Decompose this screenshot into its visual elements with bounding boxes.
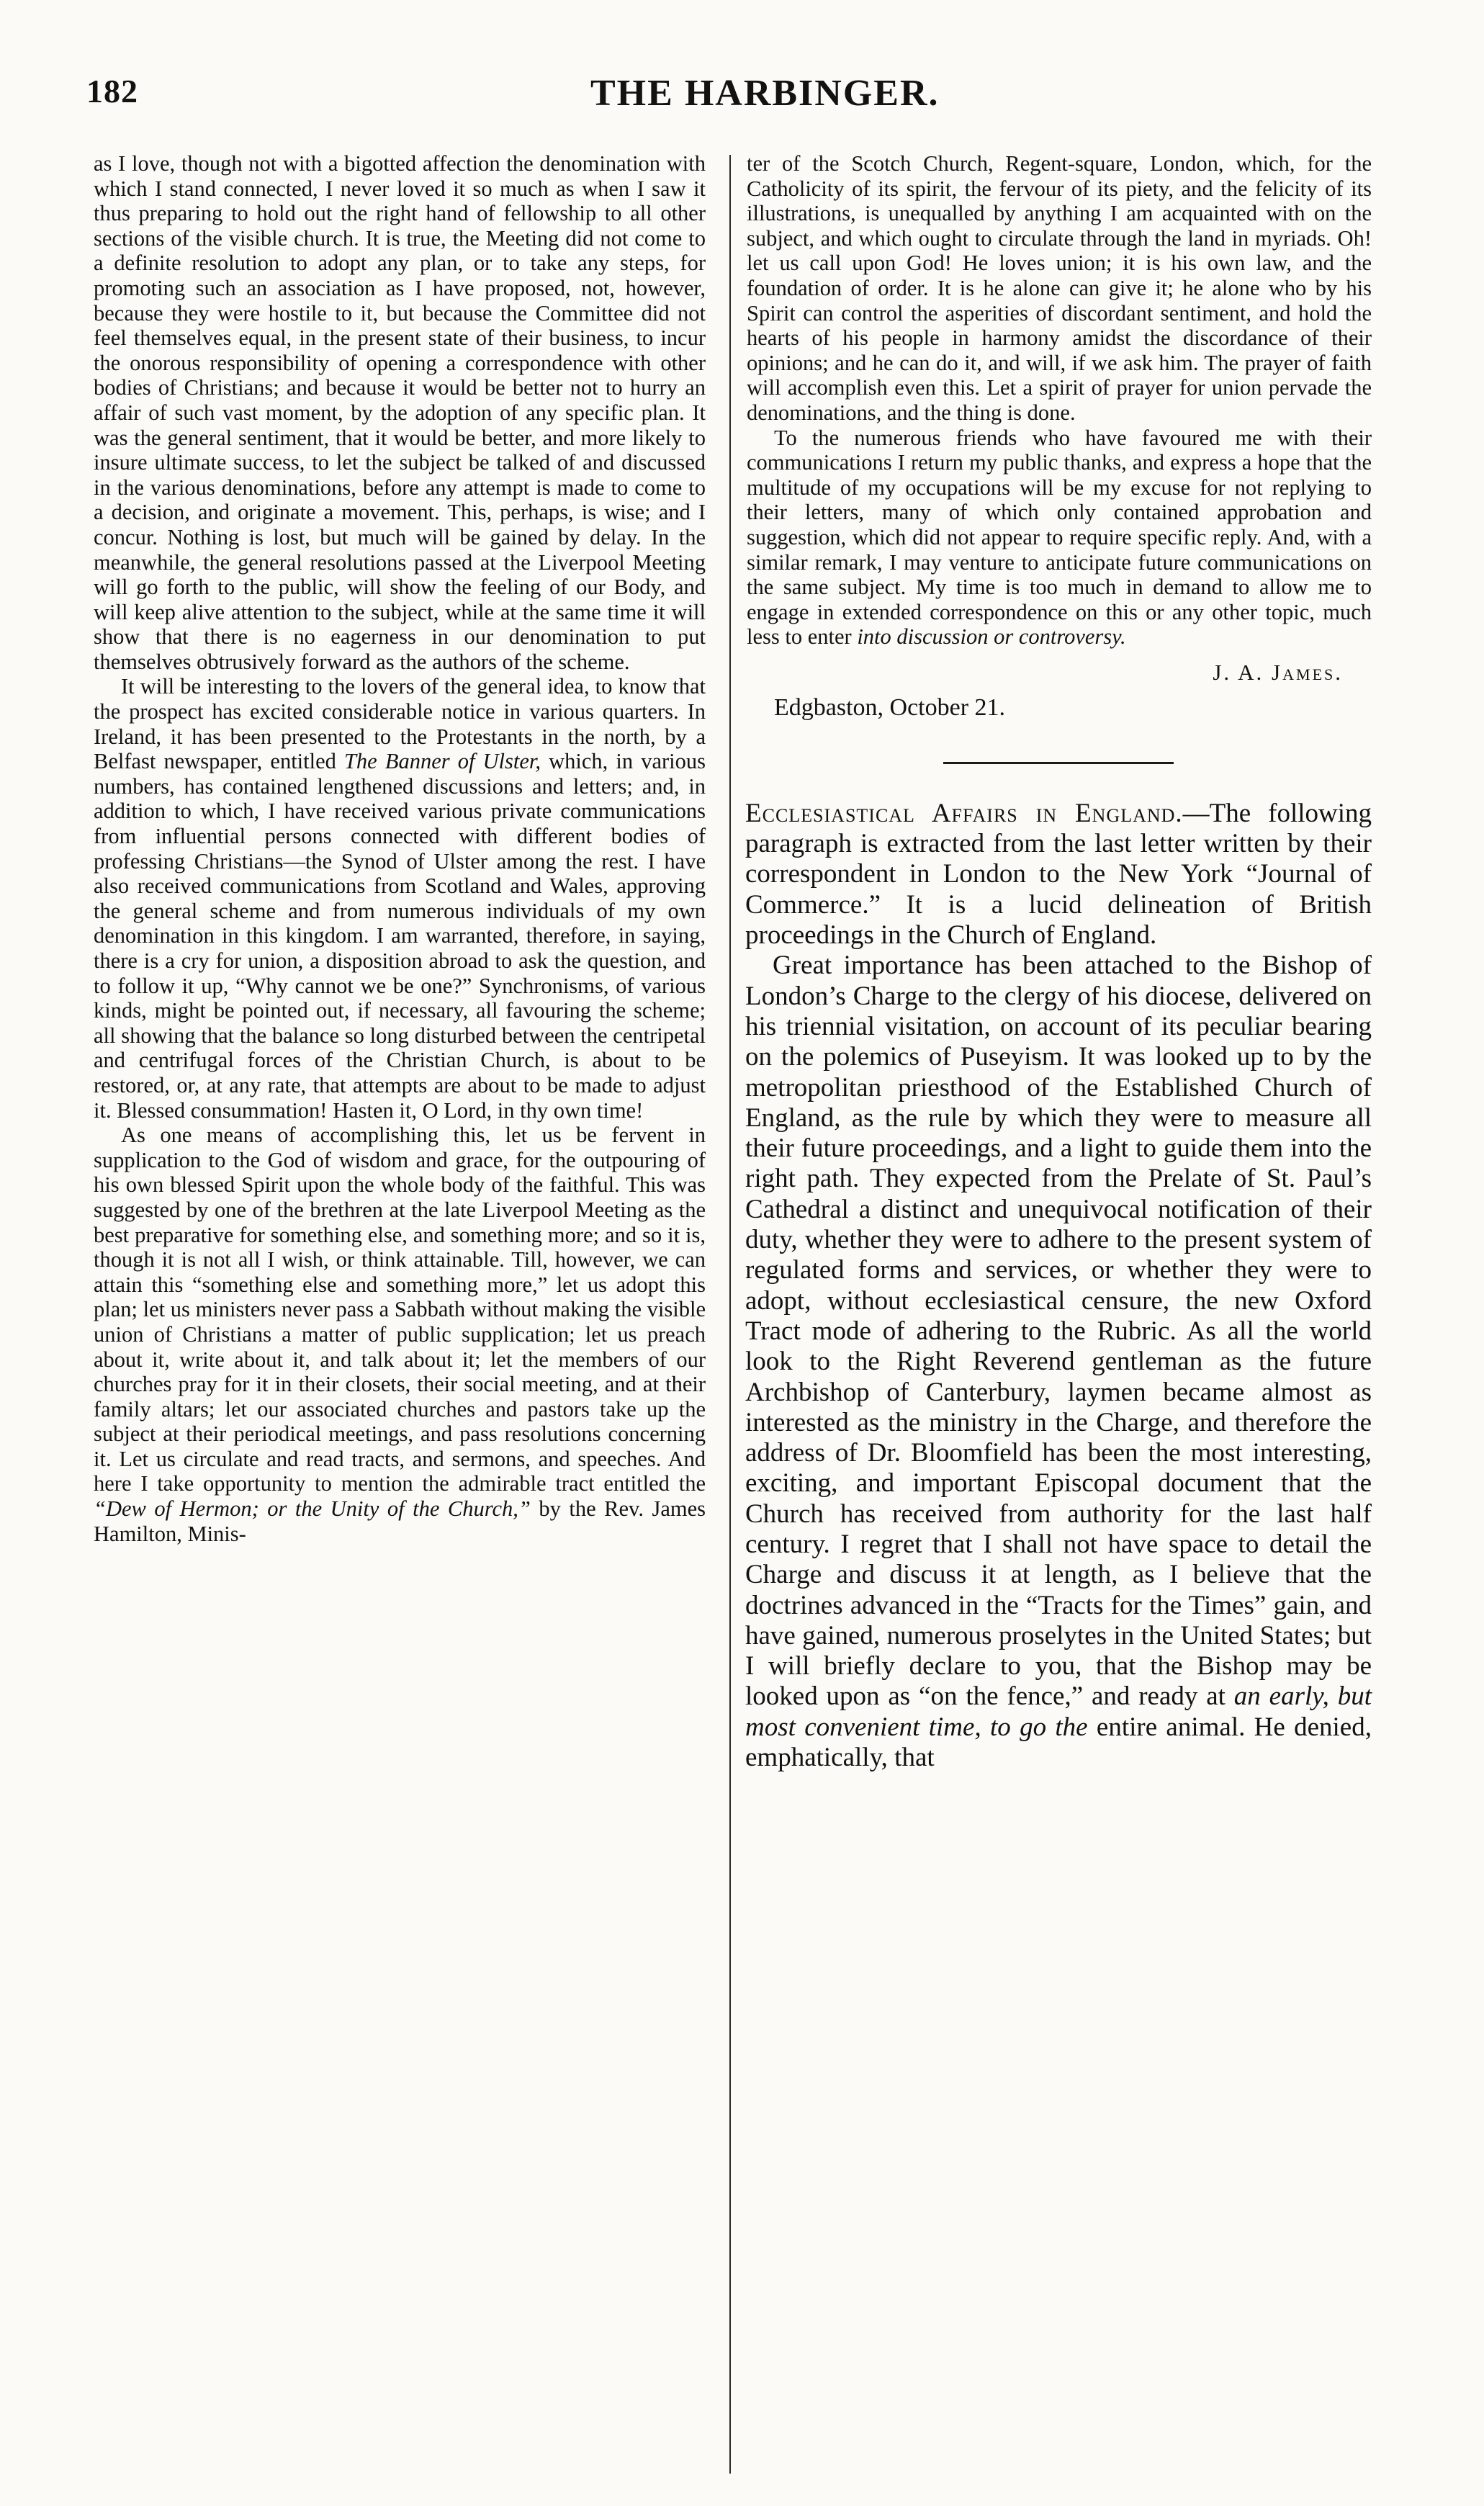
text-run: —The following paragraph is extracted from the last letter written by their correspondent in London to the New York “Journal of Commerce.” It is a lucid delineation of British proceedings in the Church of England.: [745, 798, 1372, 951]
left-paragraph-3: [94, 1123, 706, 1546]
page-number: 182: [86, 73, 138, 109]
text-run: It will be interesting to the lovers of the general idea, to know that the prospect has excited considerable notice in various quarters. In Ireland, it has been presented to the Protestants in the north, by a Belfast newspaper, entitled: [94, 674, 706, 774]
text-run: To the numerous friends who have favoured me with their communications I return my public thanks, and express a hope that the multitude of my occupations will be my excuse for not replying to their letters, many of which only contained approbation and suggestion, which did not appear to require specific reply. And, with a similar remark, I may venture to anticipate future communications on the same subject. My time is too much in demand to allow me to engage in extended correspondence on this or any other topic, much less to enter: [747, 425, 1372, 650]
tract-title: “Dew of Hermon; or the Unity of the Church,”: [94, 1496, 531, 1522]
text-run: which, in various numbers, has contained lengthened discussions and letters; and, in addition to which, I have received various private communications from influential persons connected with different bodies of professing Christians—the Synod of Ulster among the rest. I have also received communications from Scotland and Wales, approving the general scheme and from numerous individuals of my own denomination in this kingdom. I am warranted, therefore, in saying, there is a cry for union, a disposition abroad to ask the question, and to follow it up, “Why cannot we be one?” Synchronisms, of various kinds, might be pointed out, if necessary, all favouring the scheme; all showing that the balance so long disturbed between the centripetal and centrifugal forces of the Christian Church, is about to be restored, or, at any rate, that attempts are about to be made to adjust it. Blessed consummation! Hasten it, O Lord, in thy own time!: [94, 749, 706, 1123]
section-title: Ecclesiastical Affairs in England.: [745, 798, 1183, 828]
running-title: THE HARBINGER.: [590, 73, 940, 114]
text-run: Great importance has been attached to the Bishop of London’s Charge to the clergy of his diocese, delivered on his triennial visitation, on account of its peculiar bearing on the polemics of Puseyism. It was looked up to by the metropolitan priesthood of the Established Church of England, as the rule by which they were to measure all their future proceedings, and a light to guide them into the right path. They expected from the Prelate of St. Paul’s Cathedral a distinct and unequivocal notification of their duty, whether they were to adhere to the present system of regulated forms and services, or whether they were to adopt, without ecclesiastical censure, the new Oxford Tract mode of adhering to the Rubric. As all the world look to the Right Reverend gentleman as the future Archbishop of Canterbury, laymen became almost as interested as the ministry in the Charge, and therefore the address of Dr. Bloomfield has been the most interesting, exciting, and important Episcopal document that the Church has received from authority for the last half century. I regret that I shall not have space to detail the Charge and discuss it at length, as I believe that the doctrines advanced in the “Tracts for the Times” gain, and have gained, numerous proselytes in the United States; but I will briefly declare to you, that the Bishop may be looked upon as “on the fence,” and ready at: [745, 951, 1372, 1712]
newspaper-title: The Banner of Ulster,: [343, 749, 541, 774]
left-column: [94, 151, 706, 1546]
column-divider: [729, 155, 731, 2474]
italic-phrase: an early, but most convenient time, to go the: [745, 1681, 1372, 1742]
article-paragraph: [745, 951, 1372, 1773]
right-paragraph-1: ter of the Scotch Church, Regent-square, London, which, for the Catholicity of its spirit, the fervour of its piety, and the felicity of its illustrations, is unequalled by anything I am acquainted with on the subject, and which ought to circulate through the land in myriads. Oh! let us call upon God! He loves union; it is his own law, and the foundation of order. It is he alone can give it; he alone who by his Spirit can control the asperities of discordant sentiment, and hold the hearts of his people in harmony amidst the discordance of their opinions; and he can do it, and will, if we ask him. The prayer of faith will accomplish even this. Let a spirit of prayer for union pervade the denominations, and the thing is done.: [747, 151, 1372, 425]
page-header: [86, 72, 1382, 130]
text-run: by the Rev. James Hamilton, Minis-: [94, 1496, 706, 1546]
right-paragraph-2: [745, 426, 1372, 650]
italic-phrase: into discussion or controversy.: [857, 624, 1126, 650]
text-run: As one means of accomplishing this, let us be fervent in supplication to the God of wisdom and grace, for the outpouring of his own blessed Spirit upon the whole body of the faithful. This was suggested by one of the brethren at the late Liverpool Meeting as the best preparative for something else, and something more; and so it is, though it is not all I wish, or think attainable. Till, however, we can attain this “something else and something more,” let us adopt this plan; let us ministers never pass a Sabbath without making the visible union of Christians a matter of public supplication; let us preach about it, write about it, and talk about it; let the members of our churches pray for it in their closets, their social meeting, and at their family altars; let our associated churches and pastors take up the subject at their periodical meetings, and pass resolutions concerning it. Let us circulate and read tracts, and sermons, and speeches. And here I take opportunity to mention the admirable tract entitled the: [94, 1123, 706, 1496]
signature: J. A. James.: [1213, 659, 1343, 685]
dateline: Edgbaston, October 21.: [774, 693, 1006, 721]
section-intro-paragraph: [745, 799, 1372, 951]
left-paragraph-1: as I love, though not with a bigotted affection the denomination with which I stand connected, I never loved it so much as when I saw it thus preparing to hold out the right hand of fellowship to all other sections of the visible church. It is true, the Meeting did not come to a definite resolution to adopt any plan, or to take any steps, for promoting such an association as I have proposed, not, however, because they were hostile to it, but because the Committee did not feel themselves equal, in the present state of their business, to incur the onorous responsibility of opening a correspondence with other bodies of Christians; and because it would be better not to hurry an affair of such vast moment, by the adoption of any specific plan. It was the general sentiment, that it would be better, and more likely to insure ultimate success, to let the subject be talked of and discussed in the various denominations, before any attempt is made to come to a decision, and originate a movement. This, perhaps, is wise; and I concur. Nothing is lost, but much will be gained by delay. In the meanwhile, the general resolutions passed at the Liverpool Meeting will go forth to the public, will show the feeling of our Body, and will keep alive attention to the subject, while at the same time it will show that there is no eagerness in our denomination to put themselves obtrusively forward as the authors of the scheme.: [94, 151, 706, 674]
right-column: [745, 151, 1372, 1773]
letter-conclusion: [745, 151, 1372, 650]
text-run: entire animal. He denied, emphatically, that: [745, 1712, 1372, 1773]
left-paragraph-2: [94, 674, 706, 1123]
section-divider-rule: [943, 762, 1174, 764]
